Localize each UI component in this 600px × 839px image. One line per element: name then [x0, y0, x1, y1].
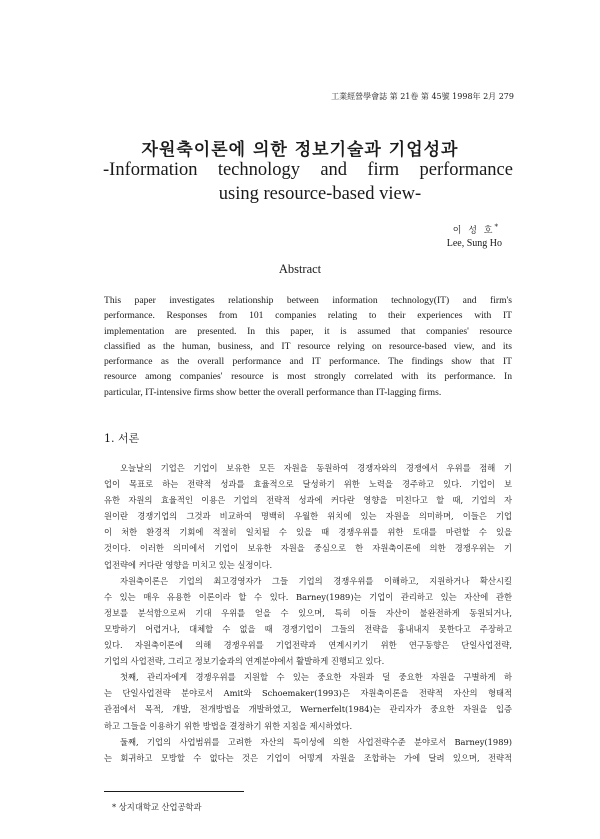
body-line: 오늘날의 기업은 기업이 보유한 모든 자원을 동원하여 경쟁자와의 경쟁에서 우위를 점해 기 — [120, 463, 512, 473]
english-title-word: and — [320, 160, 348, 180]
author-korean — [440, 223, 500, 236]
abstract-line: This paper investigates relationship between information technology(IT) and firm's — [104, 295, 512, 306]
abstract-line: resource among companies' resource is most strongly correlated with its performance. In — [104, 371, 512, 383]
body-line: 유한 자원의 효율적인 이용은 기업의 전략적 성과에 커다란 영향을 미친다고 할 때, 기업의 자 — [104, 495, 512, 506]
section-heading: 1. 서론 — [104, 432, 140, 445]
body-line: 하고 그들을 이용하기 위한 방법을 결정하기 위한 지침을 제시하였다. — [104, 720, 353, 731]
author-english: Lee, Sung Ho — [446, 238, 502, 249]
body-line: 업전략에 커다란 영향을 미치고 있는 실정이다. — [104, 559, 273, 570]
footnote-rule — [104, 791, 244, 792]
body-line: 는 단일사업전략 분야로서 Amit와 Schoemaker(1993)은 자원축이론을 전략적 자산의 형태적 — [104, 688, 512, 699]
body-line: 모방하기 어렵거나, 대체할 수 없을 때 경쟁기업이 그들의 전략을 흉내내지 못한다고 주장하고 — [104, 623, 512, 634]
english-title-word: -Information — [103, 160, 198, 180]
body-line: 관점에서 목적, 개발, 전개방법을 개발하였고, Wernerfelt(1984)는 관리자가 중요한 자원을 입증 — [104, 704, 512, 715]
body-line: 원이란 경쟁기업의 그것과 비교하여 명백히 우월한 위치에 있는 자원을 의미하며, 이들은 기업 — [104, 511, 512, 522]
abstract-heading: Abstract — [278, 262, 322, 276]
body-line: 첫째, 관리자에게 경쟁우위를 지원할 수 있는 중요한 자원과 덜 중요한 자원을 구별하게 하 — [120, 672, 512, 683]
korean-title: 자원축이론에 의한 정보기술과 기업성과 — [141, 140, 459, 160]
body-line: 수 있는 매우 유용한 이론이라 할 수 있다. Barney(1989)는 기업이 관리하고 있는 자산에 관한 — [104, 591, 512, 602]
body-line: 는 회귀하고 모방할 수 없다는 것은 기업이 어떻게 자원을 조합하는 가에 달려 있으며, 전략적 — [104, 752, 512, 763]
english-title-word: performance — [419, 160, 513, 180]
abstract-line: implementation are presented. In this paper, it is assumed that companies' resource — [104, 325, 512, 337]
author-korean-name: 이 성 호 — [452, 226, 495, 236]
english-title-word: technology — [217, 160, 301, 180]
english-title-line-1 — [103, 160, 513, 181]
section-body — [104, 460, 512, 766]
abstract-line: classified as the human, business, and IT resource relying on resource-based view, and its — [104, 340, 512, 352]
body-line: 둘째, 기업의 사업범위를 고려한 자산의 특이성에 의한 사업전략수준 분야로서 Barney(1989) — [120, 736, 512, 747]
body-line: 있다. 자원축이론에 의해 경쟁우위를 기업전략과 연계시키기 위한 연구동향은 단일사업전략, — [104, 640, 512, 651]
body-line: 자원축이론은 기업의 최고경영자가 그들 기업의 경쟁우위를 이해하고, 지원하거나 확산시킬 — [120, 575, 512, 586]
abstract-line: performance. Responses from 101 companies relating to their experiences with IT — [104, 310, 512, 322]
body-line: 정보를 분석함으로써 기대 우위를 얻을 수 있으며, 특히 이들 자산이 불완전하게 동원되거나, — [104, 607, 512, 618]
abstract-line: performance as the overall performance and IT performance. The findings show that IT — [104, 356, 512, 368]
author-footnote-marker: * — [494, 223, 500, 231]
english-title-word: firm — [367, 160, 400, 180]
english-title-line-2: using resource-based view- — [218, 184, 422, 204]
body-line: 기업의 사업전략, 그리고 정보기술과의 연계분야에서 활발하게 진행되고 있다. — [104, 656, 385, 667]
body-line: 이 처한 환경적 기회에 적절히 일치될 수 있을 때 경쟁우위를 위한 토대를 마련할 수 있을 — [104, 527, 512, 538]
abstract-line: particular, IT-intensive firms show better the overall performance than IT-lagging firms. — [104, 386, 442, 398]
abstract-body — [104, 293, 512, 400]
body-line: 업이 목표로 하는 전략적 성과를 효율적으로 달성하기 위한 노력을 경주하고 있다. 기업이 보 — [104, 479, 512, 490]
running-header: 工業經營學會誌 第 21卷 第 45號 1998年 2月 279 — [331, 92, 514, 101]
body-line: 것이다. 이러한 의미에서 기업이 보유한 자원을 중심으로 한 자원축이론에 의한 경쟁우위는 기 — [104, 543, 512, 554]
footnote: * 상지대학교 산업공학과 — [112, 802, 202, 812]
